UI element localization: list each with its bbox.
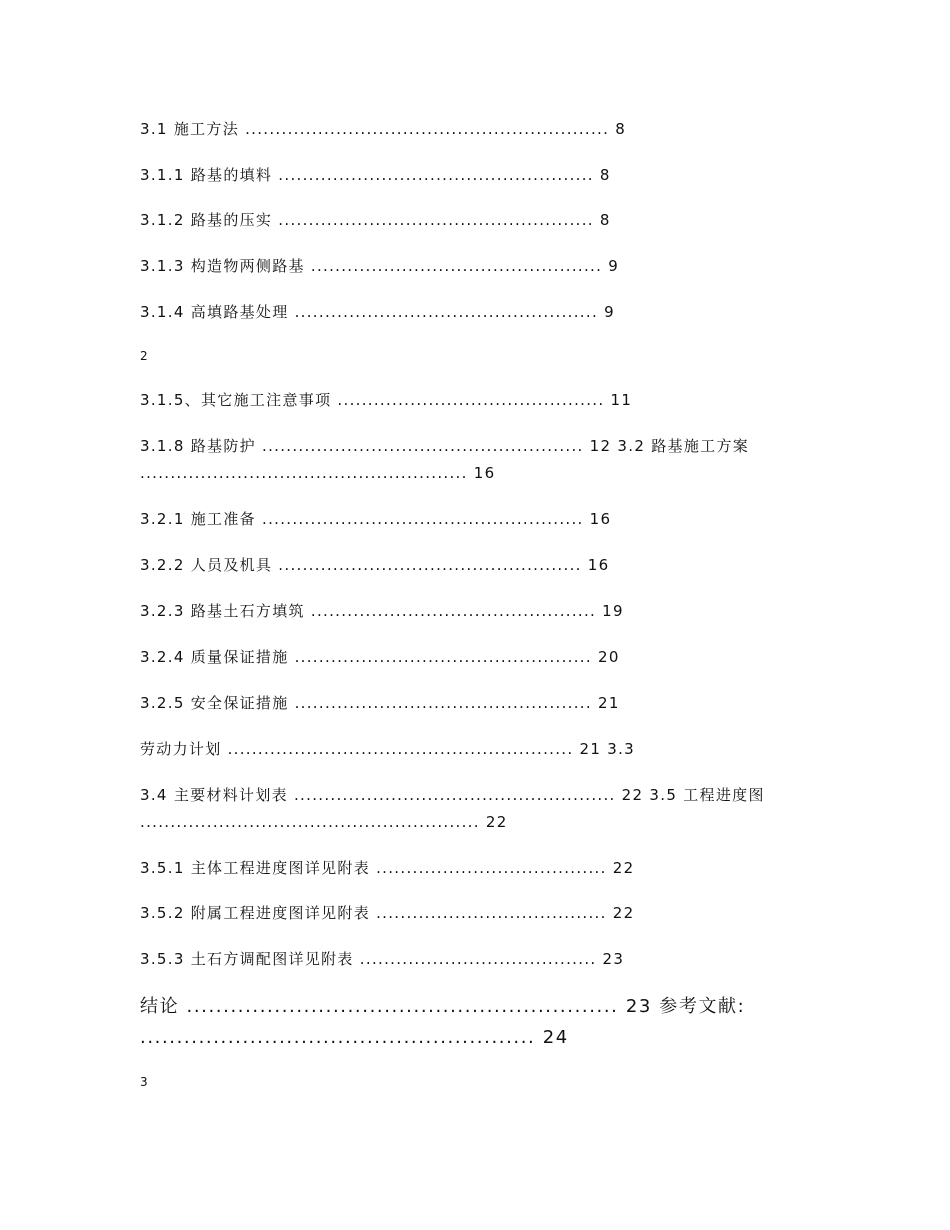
toc-entry-3-2-5: 3.2.5 安全保证措施 ................................................. 21 xyxy=(140,694,620,712)
toc-entry-3-2-3: 3.2.3 路基土石方填筑 ............................................... 19 xyxy=(140,602,624,620)
toc-entry-3-1: 3.1 施工方法 ............................................................ 8 xyxy=(140,120,627,138)
toc-entry-3-5-1: 3.5.1 主体工程进度图详见附表 ...................................... 22 xyxy=(140,859,635,877)
toc-entry-continuation: ........................................................ 22 xyxy=(140,813,508,831)
toc-entry-references-page: ...................................................... 24 xyxy=(140,1027,569,1048)
toc-entry-3-1-2: 3.1.2 路基的压实 .................................................... 8 xyxy=(140,211,611,229)
toc-entry-3-1-3: 3.1.3 构造物两侧路基 ................................................ 9 xyxy=(140,257,620,275)
toc-entry-3-1-5: 3.1.5、其它施工注意事项 ............................................ 11 xyxy=(140,391,633,409)
toc-entry-3-2-2: 3.2.2 人员及机具 .................................................. 16 xyxy=(140,556,610,574)
toc-entry-conclusion: 结论 ........................................................... 23 参考文献: xyxy=(140,996,746,1017)
page-number: 2 xyxy=(140,349,148,363)
toc-entry-continuation: ...................................................... 16 xyxy=(140,464,496,482)
page-number: 3 xyxy=(140,1075,148,1089)
toc-entry-3-1-4: 3.1.4 高填路基处理 .................................................. 9 xyxy=(140,303,615,321)
toc-entry-3-2-1: 3.2.1 施工准备 ..................................................... 16 xyxy=(140,510,612,528)
toc-entry-3-4: 3.4 主要材料计划表 ..................................................... 22 3.5 工程进度图 xyxy=(140,786,765,804)
toc-entry-3-1-8: 3.1.8 路基防护 ..................................................... 12 3.2 路基施工方案 xyxy=(140,437,750,455)
toc-entry-3-5-3: 3.5.3 土石方调配图详见附表 ....................................... 23 xyxy=(140,950,625,968)
toc-entry-3-5-2: 3.5.2 附属工程进度图详见附表 ...................................... 22 xyxy=(140,904,635,922)
toc-entry-labor-plan: 劳动力计划 ......................................................... 21 3.3 xyxy=(140,740,636,758)
toc-entry-3-1-1: 3.1.1 路基的填料 .................................................... 8 xyxy=(140,166,611,184)
toc-entry-3-2-4: 3.2.4 质量保证措施 ................................................. 20 xyxy=(140,648,620,666)
